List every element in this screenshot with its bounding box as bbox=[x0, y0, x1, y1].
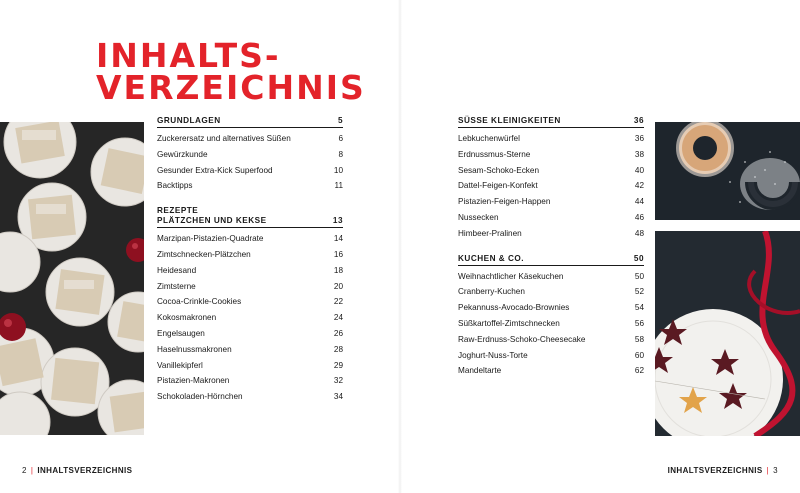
toc-right-column bbox=[458, 116, 644, 379]
footer-separator: | bbox=[30, 466, 34, 475]
toc-entry[interactable]: Zuckerersatz und alternatives Süßen 6 bbox=[157, 134, 343, 143]
toc-entry[interactable]: Lebkuchenwürfel 36 bbox=[458, 134, 644, 143]
toc-entry[interactable]: Kokosmakronen 24 bbox=[157, 313, 343, 323]
toc-entry[interactable]: Weihnachtlicher Käsekuchen 50 bbox=[458, 271, 644, 281]
toc-entry[interactable]: Erdnussmus-Sterne 38 bbox=[458, 149, 644, 159]
page-number: 3 bbox=[773, 466, 778, 475]
cookies-photo bbox=[0, 122, 144, 435]
toc-section-heading[interactable]: KUCHEN & CO. 50 bbox=[458, 254, 644, 266]
toc-entry[interactable]: Cranberry-Kuchen 52 bbox=[458, 287, 644, 297]
toc-entry[interactable]: Engelsaugen 26 bbox=[157, 328, 343, 338]
toc-entry[interactable]: Dattel-Feigen-Konfekt 42 bbox=[458, 181, 644, 191]
toc-section-heading[interactable]: GRUNDLAGEN 5 bbox=[157, 116, 343, 128]
toc-entry[interactable]: Sesam-Schoko-Ecken 40 bbox=[458, 165, 644, 175]
running-title: INHALTSVERZEICHNIS bbox=[667, 466, 763, 475]
toc-entry[interactable]: Raw-Erdnuss-Schoko-Cheesecake 58 bbox=[458, 334, 644, 344]
toc-section-heading[interactable]: SÜSSE KLEINIGKEITEN 36 bbox=[458, 116, 644, 128]
page-title bbox=[96, 36, 366, 107]
toc-section-heading[interactable]: REZEPTE PLÄTZCHEN UND KEKSE 13 bbox=[157, 206, 343, 228]
toc-left-column bbox=[157, 116, 343, 405]
footer-separator: | bbox=[766, 466, 770, 475]
toc-entry[interactable]: Himbeer-Pralinen 48 bbox=[458, 228, 644, 238]
toc-entry[interactable]: Gewürzkunde 8 bbox=[157, 149, 343, 159]
toc-entry[interactable]: Pistazien-Feigen-Happen 44 bbox=[458, 197, 644, 207]
toc-entry[interactable]: Pistazien-Makronen 32 bbox=[157, 376, 343, 386]
toc-entry[interactable]: Backtipps 11 bbox=[157, 181, 343, 191]
toc-entry[interactable]: Zimtschnecken-Plätzchen 16 bbox=[157, 249, 343, 259]
toc-entry[interactable]: Joghurt-Nuss-Torte 60 bbox=[458, 350, 644, 360]
toc-entry[interactable]: Mandeltarte 62 bbox=[458, 366, 644, 376]
toc-entry[interactable]: Vanillekipferl 29 bbox=[157, 360, 343, 370]
page-number: 2 bbox=[22, 466, 27, 475]
toc-entry[interactable]: Zimtsterne 20 bbox=[157, 281, 343, 291]
toc-entry[interactable]: Cocoa-Crinkle-Cookies 22 bbox=[157, 297, 343, 307]
star-pralines-photo bbox=[655, 231, 800, 436]
toc-entry[interactable]: Haselnussmakronen 28 bbox=[157, 344, 343, 354]
toc-entry[interactable]: Heidesand 18 bbox=[157, 265, 343, 275]
ring-cookies-photo bbox=[655, 122, 800, 220]
toc-entry[interactable]: Marzipan-Pistazien-Quadrate 14 bbox=[157, 234, 343, 244]
toc-entry[interactable]: Süßkartoffel-Zimtschnecken 56 bbox=[458, 318, 644, 328]
footer-left bbox=[22, 466, 132, 475]
footer-right bbox=[668, 466, 778, 475]
toc-entry[interactable]: Nussecken 46 bbox=[458, 212, 644, 222]
toc-entry[interactable]: Schokoladen-Hörnchen 34 bbox=[157, 392, 343, 402]
book-gutter bbox=[398, 0, 402, 493]
running-title: INHALTSVERZEICHNIS bbox=[37, 466, 133, 475]
title-line-2: VERZEICHNIS bbox=[96, 68, 366, 107]
title-line-1: INHALTS- bbox=[96, 36, 281, 75]
toc-entry[interactable]: Pekannuss-Avocado-Brownies 54 bbox=[458, 303, 644, 313]
toc-entry[interactable]: Gesunder Extra-Kick Superfood 10 bbox=[157, 165, 343, 175]
